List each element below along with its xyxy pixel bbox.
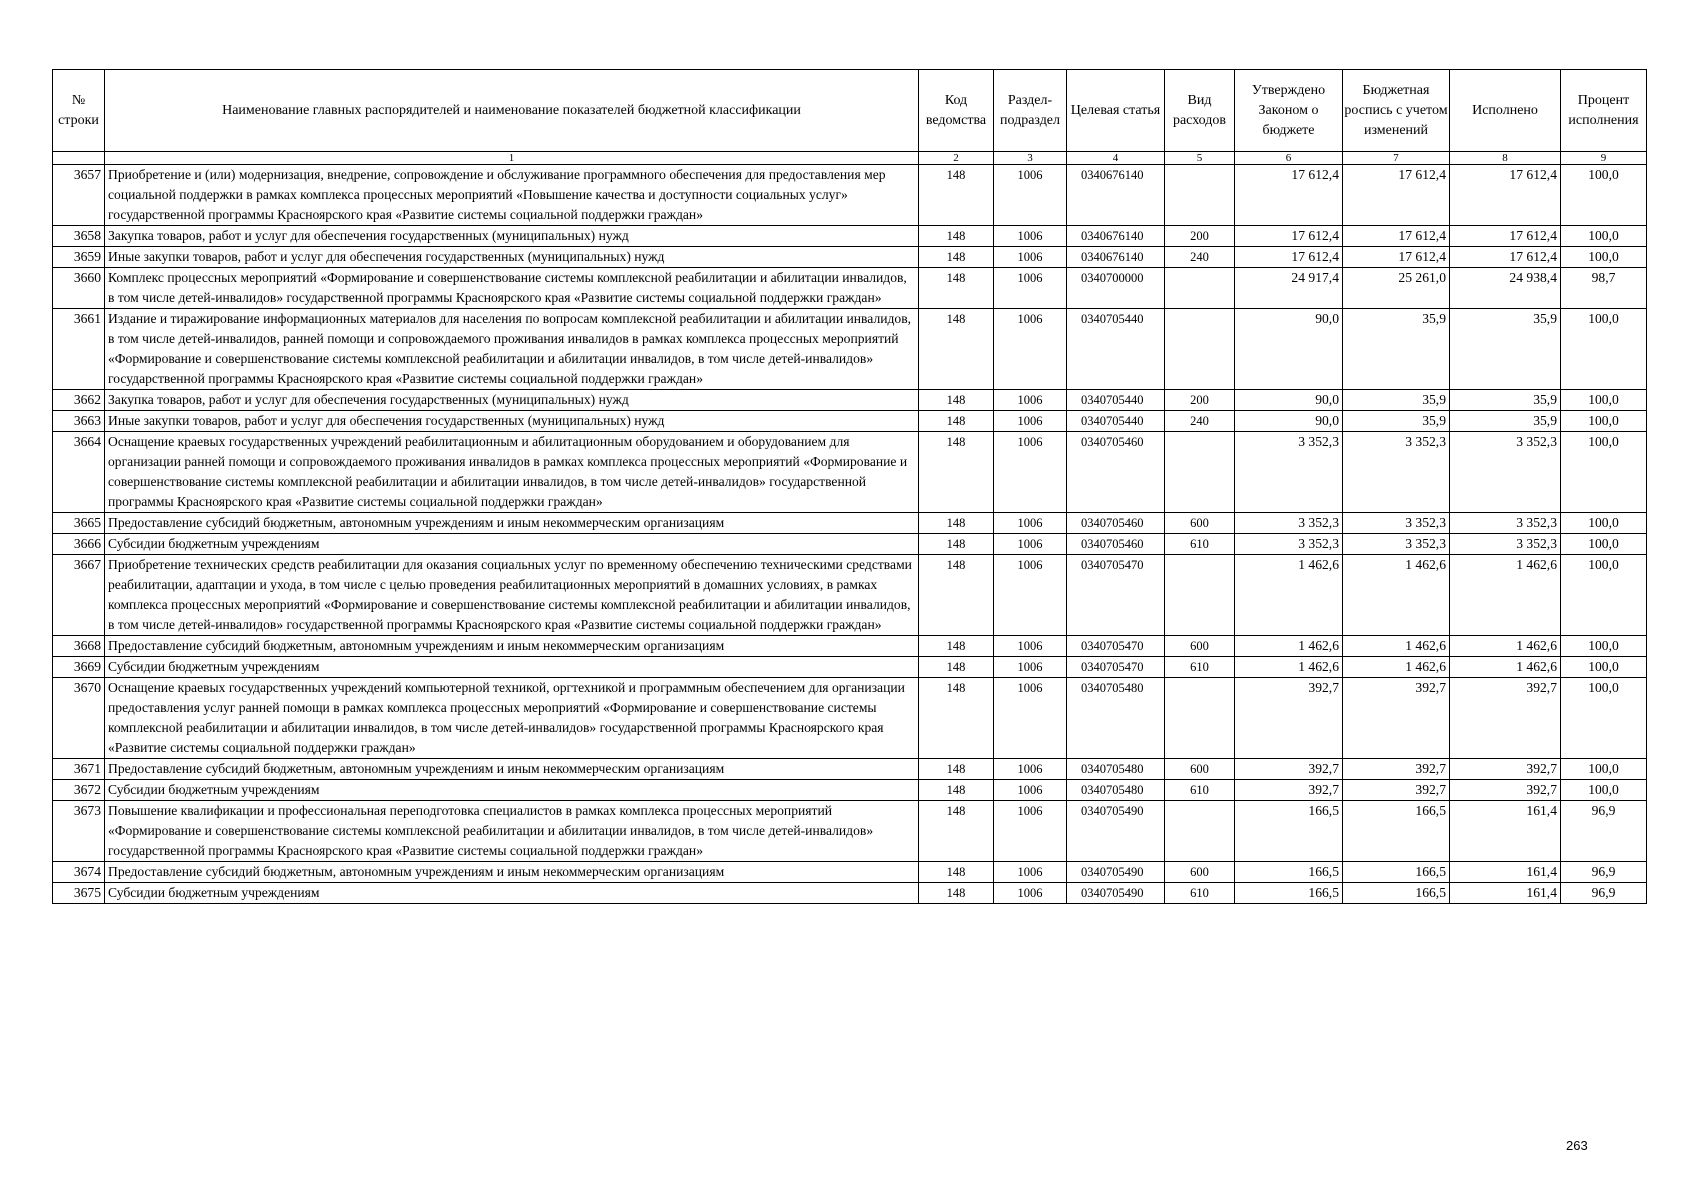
table-row (53, 801, 1647, 862)
row-number: 3658 (53, 226, 105, 247)
target-article: 0340705460 (1067, 513, 1165, 534)
expense-type: 200 (1165, 390, 1235, 411)
dept-code: 148 (919, 390, 994, 411)
dept-code: 148 (919, 801, 994, 862)
table-row (53, 390, 1647, 411)
expense-type (1165, 268, 1235, 309)
row-name: Комплекс процессных мероприятий «Формирование и совершенствование системы комплексной реабилитации и абилитации инвалидов, в том числе детей-инвалидов» государственной программы Красноярского края «Развитие системы социальной поддержки граждан» (105, 268, 919, 309)
row-name: Оснащение краевых государственных учреждений реабилитационным и абилитационным оборудованием и оборудованием для организации ранней помощи и сопровождаемого проживания инвалидов в рамках комплекса процессных мероприятий «Формирование и совершенствование системы комплексной реабилитации и абилитации инвалидов, в том числе детей-инвалидов» государственной программы Красноярского края «Развитие системы социальной поддержки граждан» (105, 432, 919, 513)
approved-amount: 1 462,6 (1235, 657, 1343, 678)
approved-amount: 17 612,4 (1235, 247, 1343, 268)
section-code: 1006 (994, 636, 1067, 657)
table-row (53, 226, 1647, 247)
executed-amount: 161,4 (1450, 883, 1561, 904)
column-number: 1 (105, 152, 919, 165)
execution-percent: 100,0 (1561, 657, 1647, 678)
approved-amount: 90,0 (1235, 390, 1343, 411)
row-number: 3665 (53, 513, 105, 534)
approved-amount: 392,7 (1235, 780, 1343, 801)
executed-amount: 161,4 (1450, 862, 1561, 883)
header-name: Наименование главных распорядителей и наименование показателей бюджетной классификации (105, 70, 919, 152)
expense-type (1165, 309, 1235, 390)
table-body (53, 165, 1647, 904)
executed-amount: 35,9 (1450, 411, 1561, 432)
approved-amount: 90,0 (1235, 411, 1343, 432)
execution-percent: 100,0 (1561, 759, 1647, 780)
dept-code: 148 (919, 432, 994, 513)
row-name: Субсидии бюджетным учреждениям (105, 534, 919, 555)
budget-amount: 166,5 (1343, 801, 1450, 862)
column-number: 8 (1450, 152, 1561, 165)
expense-type (1165, 165, 1235, 226)
dept-code: 148 (919, 759, 994, 780)
header-section: Раздел-подраздел (994, 70, 1067, 152)
dept-code: 148 (919, 268, 994, 309)
section-code: 1006 (994, 657, 1067, 678)
column-number: 9 (1561, 152, 1647, 165)
section-code: 1006 (994, 862, 1067, 883)
budget-amount: 17 612,4 (1343, 247, 1450, 268)
target-article: 0340705460 (1067, 534, 1165, 555)
expense-type: 610 (1165, 534, 1235, 555)
expense-type: 240 (1165, 247, 1235, 268)
executed-amount: 1 462,6 (1450, 555, 1561, 636)
approved-amount: 1 462,6 (1235, 555, 1343, 636)
row-name: Приобретение и (или) модернизация, внедрение, сопровождение и обслуживание программного обеспечения для предоставления мер социальной поддержки в рамках комплекса процессных мероприятий «Повышение качества и доступности социальных услуг» государственной программы Красноярского края «Развитие системы социальной поддержки граждан» (105, 165, 919, 226)
header-executed: Исполнено (1450, 70, 1561, 152)
budget-amount: 166,5 (1343, 862, 1450, 883)
table-row (53, 555, 1647, 636)
execution-percent: 98,7 (1561, 268, 1647, 309)
row-name: Субсидии бюджетным учреждениям (105, 883, 919, 904)
table-row (53, 513, 1647, 534)
approved-amount: 3 352,3 (1235, 534, 1343, 555)
row-number: 3666 (53, 534, 105, 555)
budget-amount: 392,7 (1343, 759, 1450, 780)
dept-code: 148 (919, 309, 994, 390)
table-row (53, 165, 1647, 226)
approved-amount: 1 462,6 (1235, 636, 1343, 657)
execution-percent: 96,9 (1561, 883, 1647, 904)
column-number: 5 (1165, 152, 1235, 165)
execution-percent: 96,9 (1561, 801, 1647, 862)
header-budget-schedule: Бюджетная роспись с учетом изменений (1343, 70, 1450, 152)
row-number: 3672 (53, 780, 105, 801)
target-article: 0340676140 (1067, 226, 1165, 247)
execution-percent: 100,0 (1561, 309, 1647, 390)
header-target-article: Целевая статья (1067, 70, 1165, 152)
target-article: 0340705480 (1067, 780, 1165, 801)
budget-amount: 392,7 (1343, 780, 1450, 801)
dept-code: 148 (919, 534, 994, 555)
execution-percent: 100,0 (1561, 432, 1647, 513)
header-row-number: № строки (53, 70, 105, 152)
execution-percent: 100,0 (1561, 226, 1647, 247)
execution-percent: 100,0 (1561, 555, 1647, 636)
dept-code: 148 (919, 165, 994, 226)
expense-type (1165, 432, 1235, 513)
executed-amount: 24 938,4 (1450, 268, 1561, 309)
target-article: 0340705470 (1067, 657, 1165, 678)
section-code: 1006 (994, 780, 1067, 801)
approved-amount: 17 612,4 (1235, 165, 1343, 226)
row-name: Иные закупки товаров, работ и услуг для обеспечения государственных (муниципальных) нужд (105, 411, 919, 432)
table-header (53, 70, 1647, 165)
budget-amount: 1 462,6 (1343, 636, 1450, 657)
column-number: 4 (1067, 152, 1165, 165)
expense-type (1165, 678, 1235, 759)
expense-type: 200 (1165, 226, 1235, 247)
row-name: Приобретение технических средств реабилитации для оказания социальных услуг по временному обеспечению техническими средствами реабилитации, адаптации и ухода, в том числе с целью проведения реабилитационных мероприятий в домашних условиях, в рамках комплекса процессных мероприятий «Формирование и совершенствование системы комплексной реабилитации и абилитации инвалидов, в том числе детей-инвалидов» государственной программы Красноярского края «Развитие системы социальной поддержки граждан» (105, 555, 919, 636)
row-name: Оснащение краевых государственных учреждений компьютерной техникой, оргтехникой и программным обеспечением для организации предоставления услуг ранней помощи в рамках комплекса процессных мероприятий «Формирование и совершенствование системы комплексной реабилитации и абилитации инвалидов, в том числе детей-инвалидов» государственной программы Красноярского края «Развитие системы социальной поддержки граждан» (105, 678, 919, 759)
row-number: 3662 (53, 390, 105, 411)
dept-code: 148 (919, 780, 994, 801)
expense-type: 600 (1165, 862, 1235, 883)
row-name: Предоставление субсидий бюджетным, автономным учреждениям и иным некоммерческим организациям (105, 862, 919, 883)
header-approved: Утверждено Законом о бюджете (1235, 70, 1343, 152)
expense-type: 600 (1165, 759, 1235, 780)
executed-amount: 1 462,6 (1450, 636, 1561, 657)
row-name: Закупка товаров, работ и услуг для обеспечения государственных (муниципальных) нужд (105, 226, 919, 247)
expense-type: 610 (1165, 883, 1235, 904)
row-number: 3674 (53, 862, 105, 883)
row-number: 3659 (53, 247, 105, 268)
executed-amount: 392,7 (1450, 780, 1561, 801)
row-number: 3670 (53, 678, 105, 759)
execution-percent: 100,0 (1561, 636, 1647, 657)
budget-amount: 35,9 (1343, 309, 1450, 390)
executed-amount: 3 352,3 (1450, 534, 1561, 555)
expense-type: 600 (1165, 636, 1235, 657)
table-row (53, 636, 1647, 657)
budget-amount: 1 462,6 (1343, 657, 1450, 678)
target-article: 0340705480 (1067, 678, 1165, 759)
target-article: 0340676140 (1067, 165, 1165, 226)
approved-amount: 166,5 (1235, 883, 1343, 904)
execution-percent: 100,0 (1561, 780, 1647, 801)
approved-amount: 166,5 (1235, 862, 1343, 883)
row-number: 3664 (53, 432, 105, 513)
section-code: 1006 (994, 309, 1067, 390)
execution-percent: 100,0 (1561, 534, 1647, 555)
target-article: 0340676140 (1067, 247, 1165, 268)
budget-amount: 3 352,3 (1343, 534, 1450, 555)
budget-amount: 35,9 (1343, 390, 1450, 411)
section-code: 1006 (994, 165, 1067, 226)
section-code: 1006 (994, 390, 1067, 411)
target-article: 0340705490 (1067, 862, 1165, 883)
row-name: Повышение квалификации и профессиональная переподготовка специалистов в рамках комплекса процессных мероприятий «Формирование и совершенствование системы комплексной реабилитации и абилитации инвалидов, в том числе детей-инвалидов» государственной программы Красноярского края «Развитие системы социальной поддержки граждан» (105, 801, 919, 862)
execution-percent: 100,0 (1561, 678, 1647, 759)
execution-percent: 96,9 (1561, 862, 1647, 883)
executed-amount: 17 612,4 (1450, 165, 1561, 226)
budget-amount: 166,5 (1343, 883, 1450, 904)
dept-code: 148 (919, 411, 994, 432)
target-article: 0340705490 (1067, 801, 1165, 862)
column-number: 7 (1343, 152, 1450, 165)
page-number: 263 (1566, 1138, 1588, 1153)
dept-code: 148 (919, 883, 994, 904)
column-number: 6 (1235, 152, 1343, 165)
expense-type: 240 (1165, 411, 1235, 432)
table-row (53, 534, 1647, 555)
header-row (53, 70, 1647, 152)
dept-code: 148 (919, 226, 994, 247)
expense-type (1165, 801, 1235, 862)
section-code: 1006 (994, 883, 1067, 904)
table-row (53, 309, 1647, 390)
table-row (53, 247, 1647, 268)
header-expense-type: Вид расходов (1165, 70, 1235, 152)
expense-type: 610 (1165, 780, 1235, 801)
dept-code: 148 (919, 555, 994, 636)
executed-amount: 3 352,3 (1450, 513, 1561, 534)
table-row (53, 780, 1647, 801)
budget-amount: 35,9 (1343, 411, 1450, 432)
header-percent: Процент исполнения (1561, 70, 1647, 152)
executed-amount: 3 352,3 (1450, 432, 1561, 513)
executed-amount: 392,7 (1450, 759, 1561, 780)
row-number: 3673 (53, 801, 105, 862)
row-name: Субсидии бюджетным учреждениям (105, 780, 919, 801)
budget-amount: 17 612,4 (1343, 226, 1450, 247)
row-name: Иные закупки товаров, работ и услуг для обеспечения государственных (муниципальных) нужд (105, 247, 919, 268)
approved-amount: 392,7 (1235, 759, 1343, 780)
row-number: 3667 (53, 555, 105, 636)
executed-amount: 17 612,4 (1450, 247, 1561, 268)
dept-code: 148 (919, 636, 994, 657)
execution-percent: 100,0 (1561, 165, 1647, 226)
budget-amount: 3 352,3 (1343, 513, 1450, 534)
target-article: 0340705470 (1067, 636, 1165, 657)
section-code: 1006 (994, 247, 1067, 268)
row-number: 3675 (53, 883, 105, 904)
approved-amount: 3 352,3 (1235, 432, 1343, 513)
target-article: 0340705470 (1067, 555, 1165, 636)
execution-percent: 100,0 (1561, 247, 1647, 268)
executed-amount: 35,9 (1450, 390, 1561, 411)
approved-amount: 24 917,4 (1235, 268, 1343, 309)
expense-type (1165, 555, 1235, 636)
approved-amount: 17 612,4 (1235, 226, 1343, 247)
row-number: 3669 (53, 657, 105, 678)
row-name: Субсидии бюджетным учреждениям (105, 657, 919, 678)
section-code: 1006 (994, 801, 1067, 862)
target-article: 0340705440 (1067, 390, 1165, 411)
executed-amount: 35,9 (1450, 309, 1561, 390)
approved-amount: 166,5 (1235, 801, 1343, 862)
executed-amount: 17 612,4 (1450, 226, 1561, 247)
target-article: 0340705440 (1067, 411, 1165, 432)
section-code: 1006 (994, 268, 1067, 309)
target-article: 0340700000 (1067, 268, 1165, 309)
budget-amount: 17 612,4 (1343, 165, 1450, 226)
header-dept-code: Код ведомства (919, 70, 994, 152)
section-code: 1006 (994, 759, 1067, 780)
column-number: 2 (919, 152, 994, 165)
table-row (53, 883, 1647, 904)
section-code: 1006 (994, 555, 1067, 636)
table-row (53, 678, 1647, 759)
column-number-row (53, 152, 1647, 165)
target-article: 0340705480 (1067, 759, 1165, 780)
budget-amount: 25 261,0 (1343, 268, 1450, 309)
approved-amount: 3 352,3 (1235, 513, 1343, 534)
row-number: 3657 (53, 165, 105, 226)
expense-type: 600 (1165, 513, 1235, 534)
row-number: 3671 (53, 759, 105, 780)
approved-amount: 392,7 (1235, 678, 1343, 759)
execution-percent: 100,0 (1561, 390, 1647, 411)
section-code: 1006 (994, 513, 1067, 534)
section-code: 1006 (994, 432, 1067, 513)
budget-table (52, 69, 1647, 904)
target-article: 0340705460 (1067, 432, 1165, 513)
row-name: Предоставление субсидий бюджетным, автономным учреждениям и иным некоммерческим организациям (105, 636, 919, 657)
execution-percent: 100,0 (1561, 411, 1647, 432)
row-name: Предоставление субсидий бюджетным, автономным учреждениям и иным некоммерческим организациям (105, 513, 919, 534)
target-article: 0340705440 (1067, 309, 1165, 390)
row-number: 3663 (53, 411, 105, 432)
table-row (53, 268, 1647, 309)
section-code: 1006 (994, 534, 1067, 555)
target-article: 0340705490 (1067, 883, 1165, 904)
execution-percent: 100,0 (1561, 513, 1647, 534)
row-name: Закупка товаров, работ и услуг для обеспечения государственных (муниципальных) нужд (105, 390, 919, 411)
executed-amount: 161,4 (1450, 801, 1561, 862)
section-code: 1006 (994, 226, 1067, 247)
section-code: 1006 (994, 411, 1067, 432)
executed-amount: 392,7 (1450, 678, 1561, 759)
dept-code: 148 (919, 247, 994, 268)
table-row (53, 759, 1647, 780)
executed-amount: 1 462,6 (1450, 657, 1561, 678)
row-number: 3661 (53, 309, 105, 390)
approved-amount: 90,0 (1235, 309, 1343, 390)
column-number: 3 (994, 152, 1067, 165)
row-number: 3660 (53, 268, 105, 309)
budget-amount: 1 462,6 (1343, 555, 1450, 636)
budget-amount: 392,7 (1343, 678, 1450, 759)
column-number (53, 152, 105, 165)
dept-code: 148 (919, 513, 994, 534)
section-code: 1006 (994, 678, 1067, 759)
table-row (53, 411, 1647, 432)
row-number: 3668 (53, 636, 105, 657)
expense-type: 610 (1165, 657, 1235, 678)
table-row (53, 862, 1647, 883)
table-row (53, 432, 1647, 513)
dept-code: 148 (919, 862, 994, 883)
table-row (53, 657, 1647, 678)
row-name: Издание и тиражирование информационных материалов для населения по вопросам комплексной реабилитации и абилитации инвалидов, в том числе детей-инвалидов, ранней помощи и сопровождаемого проживания инвалидов в рамках комплекса процессных мероприятий «Формирование и совершенствование системы комплексной реабилитации и абилитации инвалидов, в том числе детей-инвалидов» государственной программы Красноярского края «Развитие системы социальной поддержки граждан» (105, 309, 919, 390)
dept-code: 148 (919, 657, 994, 678)
budget-amount: 3 352,3 (1343, 432, 1450, 513)
dept-code: 148 (919, 678, 994, 759)
row-name: Предоставление субсидий бюджетным, автономным учреждениям и иным некоммерческим организациям (105, 759, 919, 780)
